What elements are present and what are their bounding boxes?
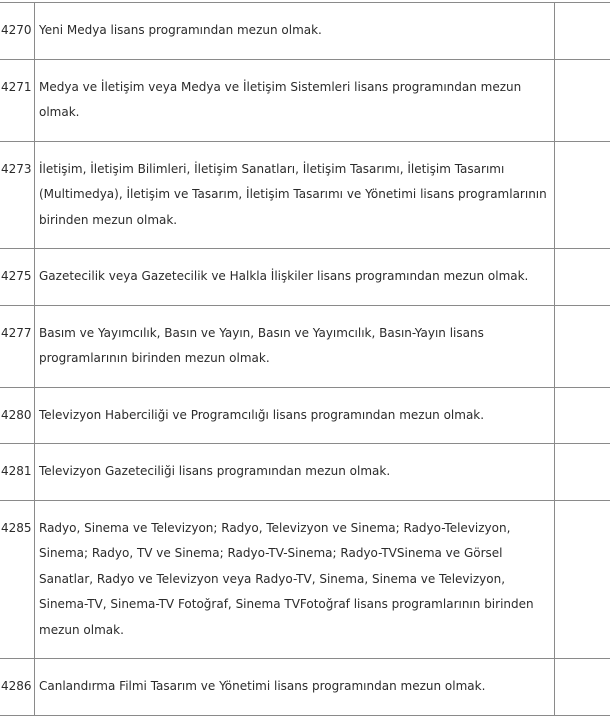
table-row <box>0 659 610 716</box>
row-description: Medya ve İletişim veya Medya ve İletişim Sistemleri lisans programından mezun olmak. <box>35 59 555 141</box>
row-empty-cell <box>555 249 610 306</box>
row-code: 4270 <box>0 3 35 60</box>
row-code: 4285 <box>0 500 35 659</box>
table-row <box>0 141 610 249</box>
table-row <box>0 249 610 306</box>
row-description: Radyo, Sinema ve Televizyon; Radyo, Televizyon ve Sinema; Radyo-Televizyon, Sinema; Radyo, TV ve Sinema; Radyo-TV-Sinema; Radyo-TVSinema ve Görsel Sanatlar, Radyo ve Televizyon veya Radyo-TV, Sinema, Sinema ve Televizyon, Sinema-TV, Sinema-TV Fotoğraf, Sinema TVFotoğraf lisans programlarının birinden mezun olmak. <box>35 500 555 659</box>
table-row <box>0 387 610 444</box>
table-row <box>0 3 610 60</box>
row-code: 4277 <box>0 305 35 387</box>
row-code: 4275 <box>0 249 35 306</box>
row-empty-cell <box>555 659 610 716</box>
row-description: Yeni Medya lisans programından mezun olmak. <box>35 3 555 60</box>
row-description: Gazetecilik veya Gazetecilik ve Halkla İlişkiler lisans programından mezun olmak. <box>35 249 555 306</box>
row-code: 4280 <box>0 387 35 444</box>
row-description: Canlandırma Filmi Tasarım ve Yönetimi lisans programından mezun olmak. <box>35 659 555 716</box>
row-code: 4286 <box>0 659 35 716</box>
row-empty-cell <box>555 387 610 444</box>
row-empty-cell <box>555 59 610 141</box>
table-row <box>0 444 610 501</box>
row-code: 4281 <box>0 444 35 501</box>
row-description: Basım ve Yayımcılık, Basın ve Yayın, Basın ve Yayımcılık, Basın-Yayın lisans programlarının birinden mezun olmak. <box>35 305 555 387</box>
table-row <box>0 59 610 141</box>
table-row <box>0 500 610 659</box>
row-description: Televizyon Gazeteciliği lisans programından mezun olmak. <box>35 444 555 501</box>
table-row <box>0 305 610 387</box>
row-empty-cell <box>555 444 610 501</box>
row-empty-cell <box>555 3 610 60</box>
row-description: İletişim, İletişim Bilimleri, İletişim Sanatları, İletişim Tasarımı, İletişim Tasarımı (Multimedya), İletişim ve Tasarım, İletişim Tasarımı ve Yönetimi lisans programlarının birinden mezun olmak. <box>35 141 555 249</box>
criteria-table <box>0 2 610 716</box>
row-empty-cell <box>555 305 610 387</box>
row-description: Televizyon Haberciliği ve Programcılığı lisans programından mezun olmak. <box>35 387 555 444</box>
row-code: 4273 <box>0 141 35 249</box>
row-empty-cell <box>555 141 610 249</box>
row-code: 4271 <box>0 59 35 141</box>
row-empty-cell <box>555 500 610 659</box>
